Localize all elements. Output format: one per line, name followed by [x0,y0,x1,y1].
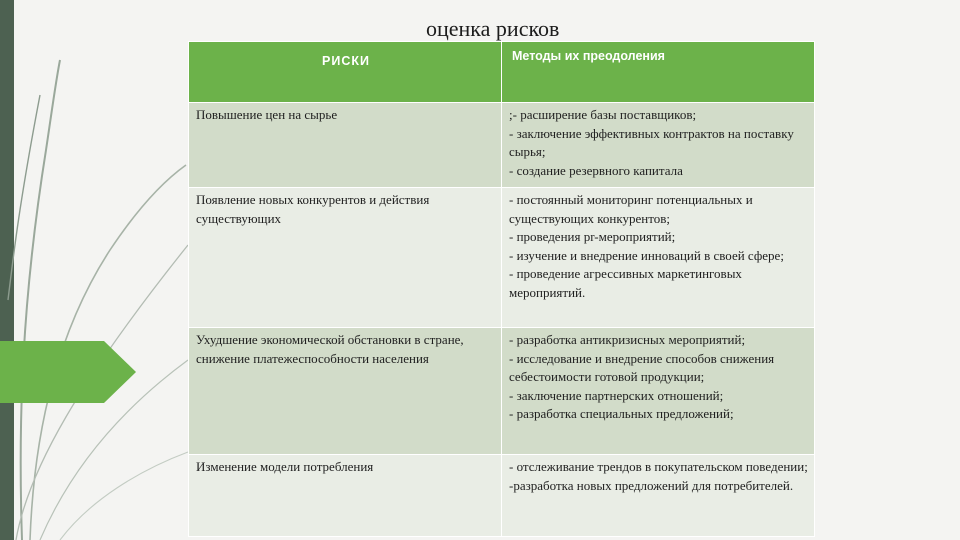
table-row [189,328,815,455]
method-line: - проведение агрессивных маркетинговых мероприятий. [509,266,742,300]
methods-cell [502,455,815,537]
methods-cell [502,188,815,328]
table-row [189,455,815,537]
risk-cell: Повышение цен на сырье [189,103,502,188]
methods-cell [502,103,815,188]
method-line: - заключение партнерских отношений; [509,387,724,403]
method-line: - изучение и внедрение инноваций в своей сфере; [509,247,784,263]
method-line: - постоянный мониторинг потенциальных и существующих конкурентов; [509,192,753,226]
header-methods: Методы их преодоления [502,42,815,103]
method-line: - разработка специальных предложений; [509,406,734,421]
risk-cell: Изменение модели потребления [189,455,502,537]
risk-cell: Появление новых конкурентов и действия существующих [189,188,502,328]
table-header-row [189,42,815,103]
method-line: - отслеживание трендов в покупательском поведении; [509,459,808,474]
method-line: - заключение эффективных контрактов на поставку сырья; [509,125,794,159]
risk-cell: Ухудшение экономической обстановки в стране, снижение платежеспособности населения [189,328,502,455]
header-risks: РИСКИ [189,42,502,103]
table-row [189,103,815,188]
slide-title: оценка рисков [426,16,560,41]
method-line: - разработка антикризисных мероприятий; [509,332,746,347]
methods-cell [502,328,815,455]
table-row [189,188,815,328]
method-line: ;- расширение базы поставщиков; [509,107,697,122]
decorative-grass-lines [0,0,200,540]
method-line: -разработка новых предложений для потребителей. [509,477,794,493]
method-line: - проведения pr-мероприятий; [509,229,676,244]
method-line: - создание резервного капитала [509,162,683,178]
risk-table [188,41,815,537]
method-line: - исследование и внедрение способов снижения себестоимости готовой продукции; [509,350,775,384]
